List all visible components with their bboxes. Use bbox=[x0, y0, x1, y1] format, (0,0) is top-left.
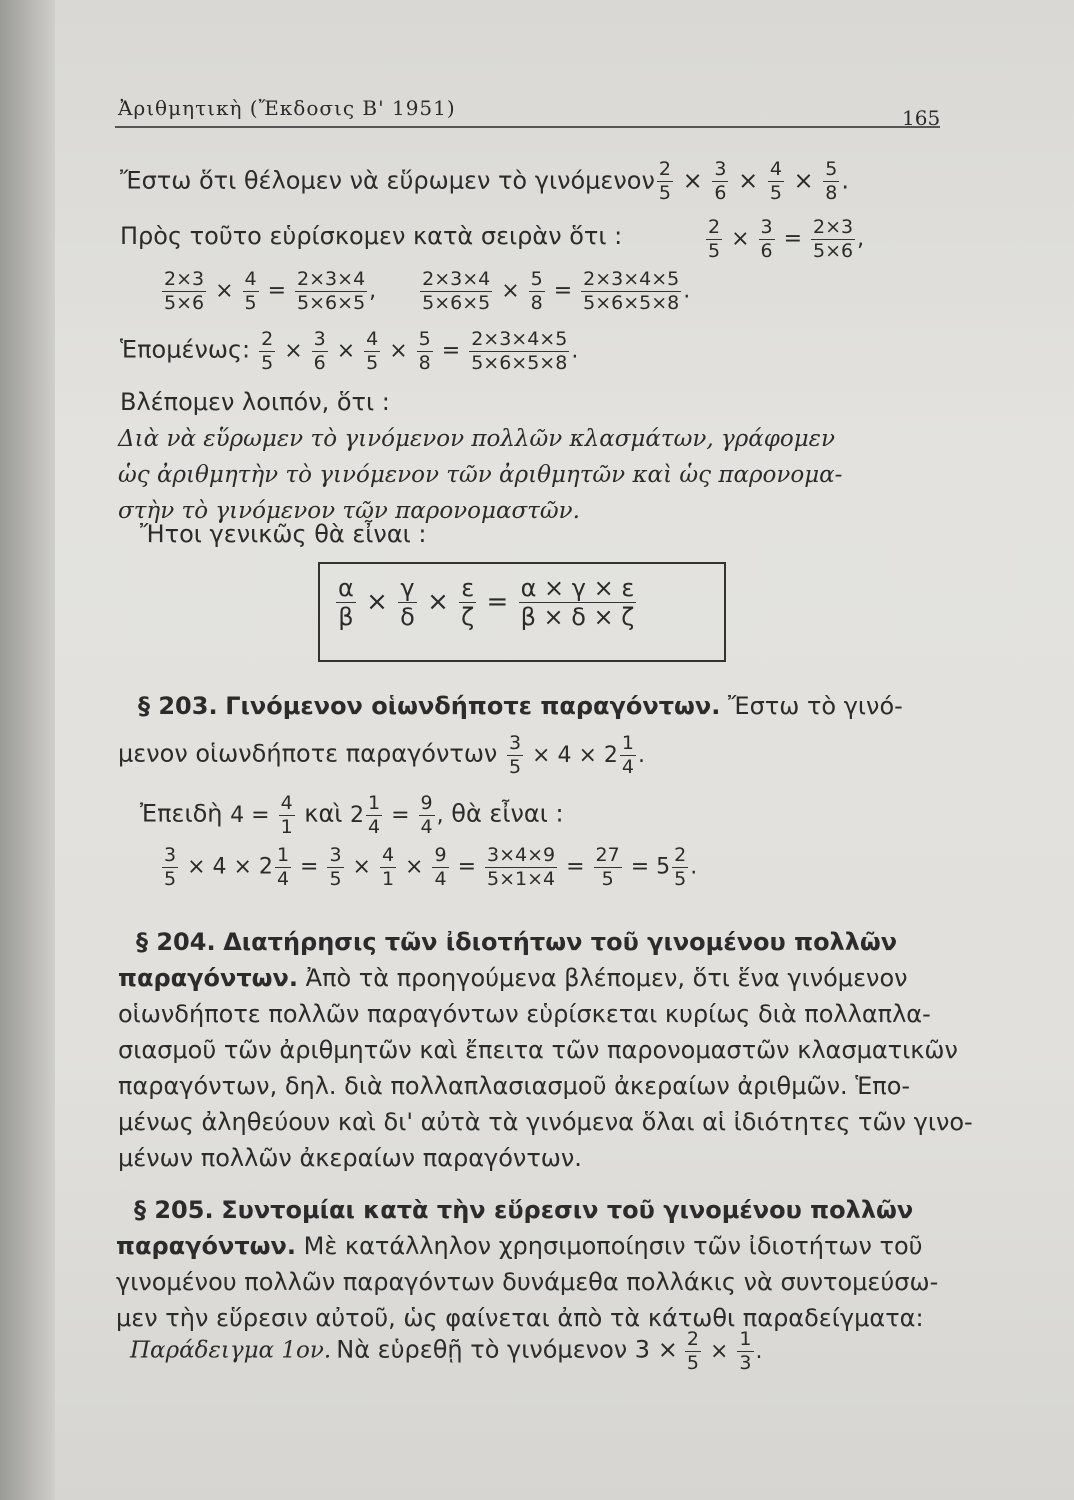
s205-line2: γινομένου πολλῶν παραγόντων δυνάμεθα πολλάκις νὰ συντομεύσω- bbox=[116, 1268, 939, 1296]
s204-line2: οἱωνδήποτε πολλῶν παραγόντων εὑρίσκεται κυρίως διὰ πολλαπλα- bbox=[118, 1000, 931, 1028]
s203-line3: Ἐπειδὴ 4 = $\frac{4}{1}$ καὶ 2 $\frac{1}{4}$ = $\frac{9}{4}$ , θὰ εἶναι : bbox=[140, 792, 564, 838]
eq-2x3: $\frac{2}{5}$ × $\frac{3}{6}$ = $\frac{2\times 3}{5\times 6}$ , bbox=[708, 216, 865, 262]
header-rule bbox=[115, 126, 940, 128]
s203-computation: $\frac{3}{5}$ × 4 × 2 $\frac{1}{4}$ = $\frac{3}{5}$ × $\frac{4}{1}$ × $\frac{9}{4}$ = $\frac{3\times 4\times 9}{5\times 1\times 4}$ = $\frac{27}{5}$ = 5 $\frac{2}{5}$ . bbox=[164, 844, 698, 890]
example-label: Παράδειγμα 1ον. bbox=[130, 1337, 332, 1364]
s204-title-cont: παραγόντων. bbox=[118, 964, 298, 992]
s205-heading bbox=[134, 1196, 913, 1224]
intro-line: Ἔστω ὅτι θέλομεν νὰ εὕρωμεν τὸ γινόμενον $\frac{2}{5}$ × $\frac{3}{6}$ × $\frac{4}{5}$ × $\frac{5}{8}$ . bbox=[120, 158, 850, 204]
s204-line1-rest: Ἀπὸ τὰ προηγούμενα βλέπομεν, ὅτι ἕνα γινόμενον bbox=[305, 964, 908, 992]
s203-heading bbox=[138, 692, 903, 720]
s203-number: § 203. bbox=[138, 692, 218, 720]
line-2 bbox=[120, 222, 622, 250]
epomenos-label: Ἑπομένως: bbox=[120, 335, 251, 364]
example-text: Νὰ εὑρεθῇ τὸ γινόμενον 3 × bbox=[336, 1335, 678, 1364]
s204-line4: παραγόντων, δηλ. διὰ πολλαπλασιασμοῦ ἀκεραίων ἀριθμῶν. Ἑπο- bbox=[118, 1072, 911, 1100]
s203-title: Γινόμενον οἱωνδήποτε παραγόντων. bbox=[225, 692, 721, 720]
s205-example: Παράδειγμα 1ον. Νὰ εὑρεθῇ τὸ γινόμενον 3 × $\frac{2}{5}$ × $\frac{1}{3}$ . bbox=[130, 1328, 763, 1374]
s204-title: Διατήρησις τῶν ἰδιοτήτων τοῦ γινομένου πολλῶν bbox=[223, 928, 898, 956]
s203-text3: Ἐπειδὴ bbox=[140, 799, 223, 828]
s205-line1 bbox=[116, 1232, 923, 1260]
s204-line1 bbox=[118, 964, 908, 992]
s204-line6: μένων πολλῶν ἀκεραίων παραγόντων. bbox=[118, 1144, 582, 1172]
general-formula-box: $\frac{\alpha}{\beta}$ × $\frac{\gamma}{\delta}$ × $\frac{\varepsilon}{\zeta}$ = $\frac{\alpha \times \gamma \times \varepsilon}{\beta \times \delta \times \zeta}$ bbox=[318, 562, 726, 662]
line-2-text: Πρὸς τοῦτο εὑρίσκομεν κατὰ σειρὰν ὅτι : bbox=[120, 222, 623, 250]
s205-number: § 205. bbox=[134, 1196, 214, 1224]
s203-text1: Ἔστω τὸ γινό- bbox=[728, 692, 903, 720]
vlepomen: Βλέπομεν λοιπόν, ὅτι : bbox=[120, 388, 390, 416]
page-edge-shadow bbox=[0, 0, 55, 1500]
eq-line-3: $\frac{2\times 3}{5\times 6}$ × $\frac{4}{5}$ = $\frac{2\times 3\times 4}{5\times 6\times 5}$ , $\frac{2\times 3\times 4}{5\times 6\times 5}$ × $\frac{5}{8}$ = $\frac{2\times 3\times 4\times 5}{5\times 6\times 5\times 8}$ . bbox=[164, 268, 691, 314]
page-number: 165 bbox=[902, 106, 941, 130]
s203-line2: μενον οἱωνδήποτε παραγόντων $\frac{3}{5}$ × 4 × 2 $\frac{1}{4}$ . bbox=[118, 732, 645, 778]
s203-willbe: θὰ εἶναι : bbox=[451, 799, 564, 828]
s204-line5: μένως ἀληθεύουν καὶ δι' αὐτὰ τὰ γινόμενα ὅλαι αἱ ἰδιότητες τῶν γινο- bbox=[118, 1108, 973, 1136]
s203-text2: μενον οἱωνδήποτε παραγόντων bbox=[118, 739, 498, 768]
generally: Ἤτοι γενικῶς θὰ εἶναι : bbox=[140, 520, 427, 548]
s205-title: Συντομίαι κατὰ τὴν εὕρεσιν τοῦ γινομένου πολλῶν bbox=[221, 1196, 914, 1224]
s205-title2: παραγόντων. bbox=[116, 1232, 296, 1260]
eq-line-4: Ἑπομένως: $\frac{2}{5}$ × $\frac{3}{6}$ × $\frac{4}{5}$ × $\frac{5}{8}$ = $\frac{2\times 3\times 4\times 5}{5\times 6\times 5\times 8}$ . bbox=[120, 328, 579, 374]
s205-line1-rest: Μὲ κατάλληλον χρησιμοποίησιν τῶν ἰδιοτήτων τοῦ bbox=[303, 1232, 923, 1260]
running-header: Ἀριθμητικὴ (Ἔκδοσις Β' 1951) bbox=[118, 96, 456, 120]
rule-line-2: ὡς ἀριθμητὴν τὸ γινόμενον τῶν ἀριθμητῶν καὶ ὡς παρονομα- bbox=[118, 462, 843, 488]
s205-line3: μεν τὴν εὕρεσιν αὐτοῦ, ὡς φαίνεται ἀπὸ τὰ κάτωθι παραδείγματα: bbox=[116, 1304, 924, 1332]
intro-text: Ἔστω ὅτι θέλομεν νὰ εὕρωμεν τὸ γινόμενον bbox=[120, 166, 655, 195]
s204-heading bbox=[136, 928, 897, 956]
s204-number: § 204. bbox=[136, 928, 216, 956]
rule-line-3: στὴν τὸ γινόμενον τῶν παρονομαστῶν. bbox=[118, 498, 580, 524]
s204-line3: σιασμοῦ τῶν ἀριθμητῶν καὶ ἔπειτα τῶν παρονομαστῶν κλασματικῶν bbox=[118, 1036, 958, 1064]
s203-and: καὶ bbox=[304, 799, 343, 828]
rule-line-1: Διὰ νὰ εὕρωμεν τὸ γινόμενον πολλῶν κλασμάτων, γράφομεν bbox=[118, 426, 836, 452]
